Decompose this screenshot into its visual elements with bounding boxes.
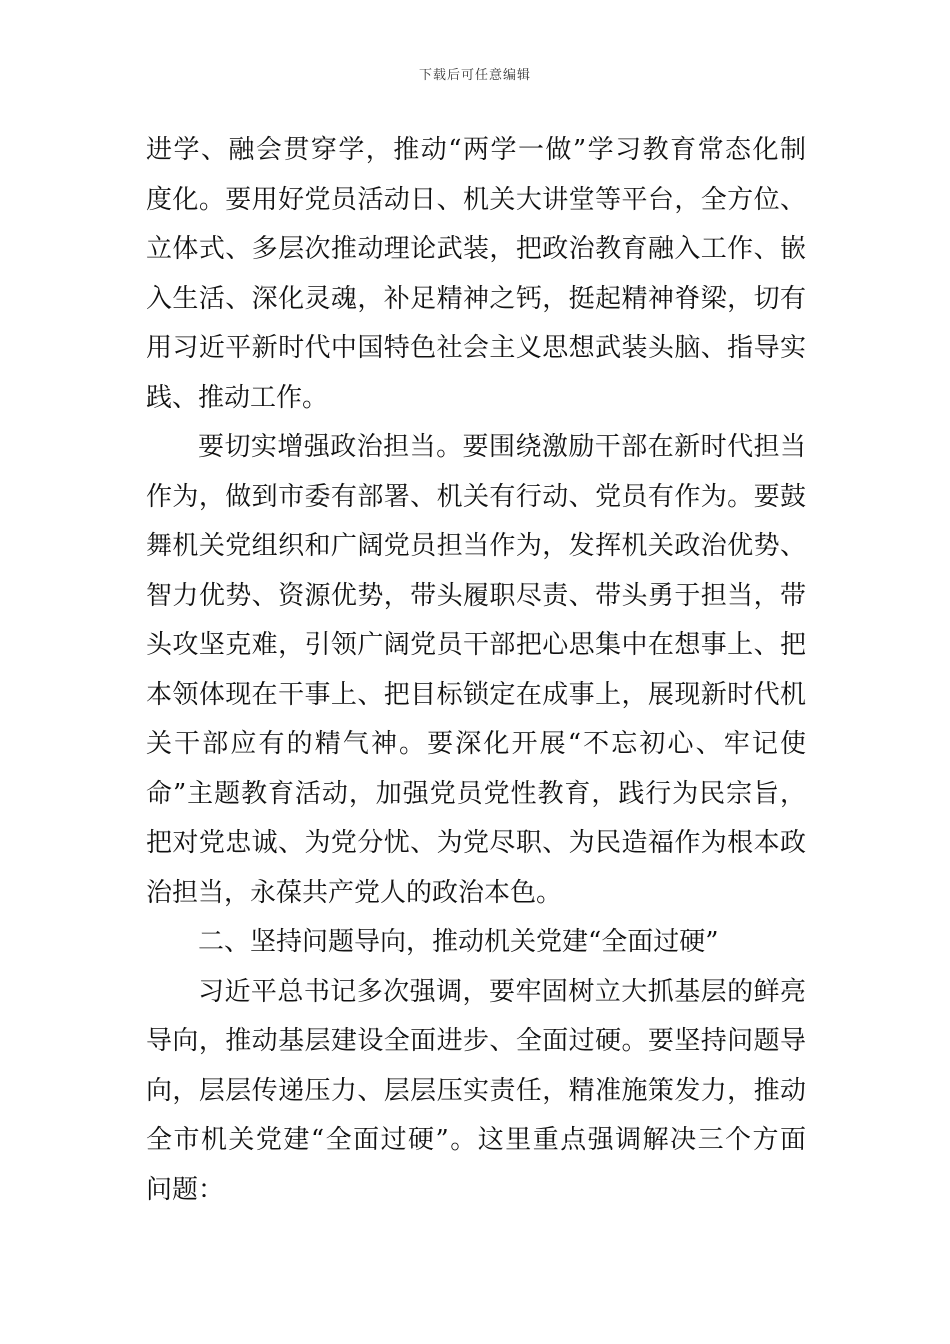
document-body xyxy=(146,126,806,1215)
text-line: 智力优势、资源优势，带头履职尽责、带头勇于担当，带 xyxy=(146,580,806,611)
text-line: 用习近平新时代中国特色社会主义思想武装头脑、指导实 xyxy=(146,333,806,363)
text-line: 习近平总书记多次强调，要牢固树立大抓基层的鲜亮 xyxy=(198,976,806,1007)
text-line: 治担当，永葆共产党人的政治本色。 xyxy=(146,877,563,908)
text-line: 问题： xyxy=(146,1174,225,1205)
text-line: 践、推动工作。 xyxy=(146,382,329,413)
text-line: 关干部应有的精气神。要深化开展“不忘初心、牢记使 xyxy=(146,729,806,759)
text-line: 本领体现在干事上、把目标锁定在成事上，展现新时代机 xyxy=(146,679,806,710)
text-line: 要切实增强政治担当。要围绕激励干部在新时代担当 xyxy=(198,432,806,462)
text-line: 二、坚持问题导向，推动机关党建“全面过硬” xyxy=(198,927,719,957)
text-line: 立体式、多层次推动理论武装，把政治教育融入工作、嵌 xyxy=(146,234,806,264)
text-line: 全市机关党建“全面过硬”。这里重点强调解决三个方面 xyxy=(146,1125,806,1155)
text-line: 向，层层传递压力、层层压实责任，精准施策发力，推动 xyxy=(146,1075,806,1106)
text-line: 导向，推动基层建设全面进步、全面过硬。要坚持问题导 xyxy=(146,1026,806,1056)
text-line: 舞机关党组织和广阔党员担当作为，发挥机关政治优势、 xyxy=(146,531,806,561)
text-line: 作为，做到市委有部署、机关有行动、党员有作为。要鼓 xyxy=(146,481,806,512)
text-line: 命”主题教育活动，加强党员党性教育，践行为民宗旨， xyxy=(146,778,806,809)
text-line: 入生活、深化灵魂，补足精神之钙，挺起精神脊梁，切有 xyxy=(146,283,806,314)
text-line: 把对党忠诚、为党分忧、为党尽职、为民造福作为根本政 xyxy=(146,828,806,858)
text-line: 度化。要用好党员活动日、机关大讲堂等平台，全方位、 xyxy=(146,184,806,215)
page-header-note: 下载后可任意编辑 xyxy=(418,68,531,83)
text-line: 进学、融会贯穿学，推动“两学一做”学习教育常态化制 xyxy=(146,135,806,165)
text-line: 头攻坚克难，引领广阔党员干部把心思集中在想事上、把 xyxy=(146,630,806,660)
